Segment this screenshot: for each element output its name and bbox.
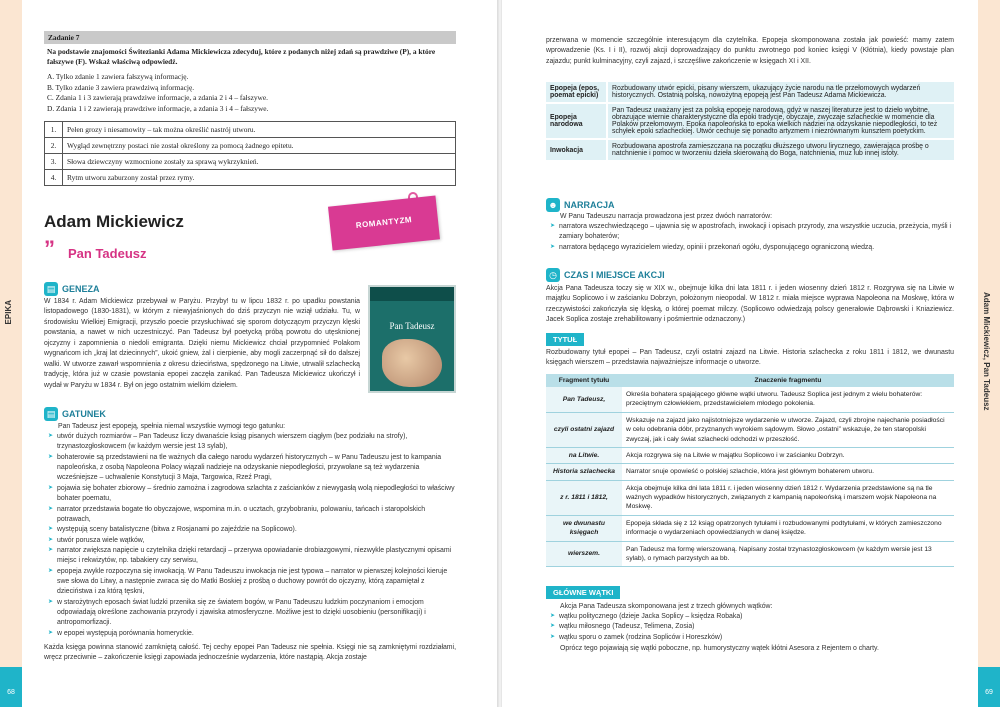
list-item: ➤ wątku miłosnego (Tadeusz, Telimena, Zosia): [550, 622, 954, 632]
table-row: [45, 137, 456, 153]
book-icon: ▤: [44, 407, 58, 421]
table-row: [45, 169, 456, 185]
list-item: ➤ narratora wszechwiedzącego – ujawnia się w apostrofach, inwokacji i opisach przyrody, zna wszystkie uczucia, przeżycia, myśli i zamiary bohaterów;: [550, 222, 954, 243]
geneza-title: GENEZA: [62, 284, 100, 294]
statement-number: 4.: [45, 169, 63, 185]
right-side-label: Adam Mickiewicz, Pan Tadeusz: [982, 292, 991, 411]
definition-text: Rozbudowany utwór epicki, pisany wierszem, ukazujący życie narodu na tle przełomowych wydarzeń historycznych. Ostatnią polską, nowożytną epopeją jest Pan Tadeusz Adama Mickiewicza.: [608, 82, 954, 102]
definition-term: Epopeja (epos, poemat epicki): [546, 82, 608, 102]
statement-text: Wygląd zewnętrzny postaci nie został określony za pomocą żadnego epitetu.: [63, 137, 456, 153]
book-cover-art: [382, 339, 442, 387]
list-item: ➤ narrator przedstawia bogate tło obyczajowe, wspomina m.in. o ucztach, grzybobraniu, polowaniu, tańcach i staropolskich potrawach,: [48, 505, 456, 526]
table-row: [45, 153, 456, 169]
table-row: [546, 480, 954, 515]
watki-lead: Akcja Pana Tadeusza skomponowana jest z trzech głównych wątków:: [560, 603, 773, 610]
book-cover-title: Pan Tadeusz: [389, 321, 435, 331]
list-item: ➤ w epopei występują porównania homeryckie.: [48, 629, 456, 639]
table-row: [546, 387, 954, 412]
definitions-table: [546, 80, 954, 162]
title-fragment: na Litwie.: [546, 447, 622, 463]
narracja-lead: W Panu Tadeuszu narracja prowadzona jest przez dwóch narratorów:: [560, 213, 773, 220]
task-option: B. Tylko zdanie 3 zawiera prawdziwą informację.: [47, 82, 195, 92]
list-item: ➤ narrator zwiększa napięcie u czytelnika dzięki retardacji – przerywa opowiadanie drobiazgowymi, niezwykle plastycznymi opisami miejsc i rekwizytów, np. tabakiery czy serwisu,: [48, 546, 456, 567]
list-item: ➤ pojawia się bohater zbiorowy – średnio zamożna i zagrodowa szlachta z zaścianków z niewygasłą wolą niepodległości to właściwy bohater poematu,: [48, 484, 456, 505]
table-row: [546, 447, 954, 463]
list-item: ➤ utwór dużych rozmiarów – Pan Tadeusz liczy dwanaście ksiąg pisanych wierszem ciągłym (bez podziału na strofy), trzynastozgłoskowcem (w każdym wersie jest 13 sylab),: [48, 432, 456, 453]
gatunek-closing: Każda księga powinna stanowić zamkniętą całość. Tej cechy epopei Pan Tadeusz nie spełnia. Księgi nie są zamkniętymi rozdziałami, wręcz przeciwnie – zakończenie księgi zapowiada jednocześnie wydarzenia, które nastąpią. Akcja zostaje: [44, 644, 456, 662]
gatunek-lead: Pan Tadeusz jest epopeją, spełnia niemal wszystkie wymogi tego gatunku:: [58, 423, 286, 430]
work-title: Pan Tadeusz: [68, 246, 147, 261]
epoch-ribbon: ROMANTYZM: [328, 195, 440, 250]
gatunek-title: GATUNEK: [62, 409, 106, 419]
fragment-meaning: Wskazuje na zajazd jako najistotniejsze wydarzenie w utworze. Zajazd, czyli zbrojne najechanie posiadłości w celu odebrania dóbr, przyznanych wyrokiem sądowym. Słowo „ostatni” wskazuje, że ten staropolski zwyczaj, jak i cały świat szlachecki odchodzi w przeszłość.: [622, 412, 954, 447]
list-item: ➤ utwór porusza wiele wątków,: [48, 536, 456, 546]
table-row: [546, 412, 954, 447]
title-fragment: Pan Tadeusz,: [546, 387, 622, 412]
right-side-tab: [978, 0, 1000, 707]
clock-icon: ◷: [546, 268, 560, 282]
gatunek-list: [48, 432, 456, 639]
table-row: [546, 464, 954, 480]
statement-text: Rytm utworu zaburzony został przez rymy.: [63, 169, 456, 185]
table-row: [45, 121, 456, 137]
task-7: [44, 31, 456, 186]
definition-term: Epopeja narodowa: [546, 104, 608, 138]
title-fragment: we dwunastu księgach: [546, 515, 622, 541]
title-fragment: czyli ostatni zajazd: [546, 412, 622, 447]
right-page: [502, 0, 1000, 707]
definition-term: Inwokacja: [546, 140, 608, 160]
left-page-number: 68: [0, 667, 22, 707]
left-side-tab: [0, 0, 22, 707]
fragment-meaning: Pan Tadeusz ma formę wierszowaną. Napisany został trzynastozgłoskowcem (w każdym wersie jest 13 sylab), o rymach parzystych aa bb.: [622, 541, 954, 567]
task-heading: Zadanie 7: [44, 31, 456, 44]
definition-text: Pan Tadeusz uważany jest za polską epopeję narodową, gdyż w naszej literaturze jest to dzieło wybitne, obrazujące wiernie charakterystyczne dla epoki tradycje, obyczaje, zwyczaje szlacheckie w momencie dla Polaków przełomowym. Epoka napoleońska to epoka wielkich nadziei na odzyskanie niepodległości, to też schyłek epoki szlacheckiej. Utwór cechuje się ponadto artyzmem i niezrównanym kunsztem poetyckim.: [608, 104, 954, 138]
geneza-heading: [44, 282, 100, 296]
task-option: C. Zdania 1 i 3 zawierają prawdziwe informacje, a zdania 2 i 4 – fałszywe.: [47, 93, 269, 103]
quote-mark-icon: ”: [44, 236, 55, 261]
list-item: ➤ w starożytnych eposach świat ludzki przenika się ze światem bogów, w Panu Tadeuszu ludzkim poczynaniom i emocjom odpowiadają określone zachowania przyrody i zjawiska atmosferyczne. Możliwe jest to dzięki uosobieniu (personifikacji) i antropomorfizacji.: [48, 598, 456, 629]
fragment-meaning: Narrator snuje opowieść o polskiej szlachcie, która jest głównym bohaterem utworu.: [622, 464, 954, 480]
title-fragment: z r. 1811 i 1812,: [546, 480, 622, 515]
person-icon: ☻: [546, 198, 560, 212]
table-row: [546, 140, 954, 160]
narracja-list: [550, 222, 954, 253]
watki-list: [550, 612, 954, 643]
statement-number: 1.: [45, 121, 63, 137]
book-cover-image: [368, 285, 456, 393]
watki-heading: GŁÓWNE WĄTKI: [546, 586, 620, 599]
fragment-meaning: Określa bohatera spajającego główne wątki utworu. Tadeusz Soplica jest jednym z wielu bohaterów: przeciętnym człowiekiem, przedstawicielem młodego pokolenia.: [622, 387, 954, 412]
czas-heading: [546, 268, 665, 282]
list-item: ➤ epopeja zwykle rozpoczyna się inwokacją. W Panu Tadeuszu inwokacja nie jest typowa – narrator w pierwszej kolejności kieruje swe słowa do Litwy, a następnie zwraca się do Matki Boskiej z prośbą o duchowy powrót do ojczyzny, którą zapamiętał z dzieciństwa i za którą tęskni,: [48, 567, 456, 598]
list-item: ➤ bohaterowie są przedstawieni na tle ważnych dla całego narodu wydarzeń historycznych – w Panu Tadeuszu jest to kampania napoleońska, z osobą Napoleona Polacy wiązali nadzieje na odzyskanie niepodległości, przywołane są też wydarzenia wcześniejsze – uchwalenie Konstytucji 3 Maja, Targowica, Rzeź Pragi,: [48, 453, 456, 484]
task-statements-table: [44, 121, 456, 186]
statement-text: Słowa dziewczyny wzmocnione zostały za sprawą wykrzyknień.: [63, 153, 456, 169]
definition-text: Rozbudowana apostrofa zamieszczana na początku dłuższego utworu lirycznego, zawierająca prośbę o natchnienie i pomoc w tworzeniu dzieła skierowaną do Boga, natchnienia, muz lub innej istoty.: [608, 140, 954, 160]
statement-number: 3.: [45, 153, 63, 169]
left-side-label: EPIKA: [4, 300, 13, 325]
task-intro: Na podstawie znajomości Świtezianki Adama Mickiewicza zdecyduj, które z podanych niżej zdań są prawdziwe (P), a które fałszywe (F). Wskaż właściwą odpowiedź.: [47, 47, 436, 66]
column-header: Fragment tytułu: [546, 374, 622, 387]
fragment-meaning: Epopeja składa się z 12 ksiąg opatrzonych tytułami i rozbudowanymi podtytułami, w których zamieszczono informacje o wydarzeniach opowiedzianych w danej księdze.: [622, 515, 954, 541]
right-intro: przerwana w momencie szczególnie interesującym dla czytelnika. Epopeja skomponowana została jak powieść: mamy zatem wprowadzenie (Ks. I i II), rozwój akcji doprowadzający do punktu zwrotnego pod koniec księgi V (Kłótnia), kiedy powstaje plan zajazdu; punkt kulminacyjny, czyli zajazd, i szczęśliwe zakończenie w księgach XI i XII.: [546, 37, 954, 65]
task-option: D. Zdania 1 i 2 zawierają prawdziwe informacje, a zdania 3 i 4 – fałszywe.: [47, 104, 269, 114]
table-row: [546, 541, 954, 567]
geneza-text: W 1834 r. Adam Mickiewicz przebywał w Paryżu. Przyby! tu w lipcu 1832 r. po upadku powstania listopadowego (1830-1831), w którym z niewyjaśnionych do dziś przyczyn nie wziął udziału. Tu, w środowisku Wielkiej Emigracji, przyszło poecie przysłuchiwać się sporom dotyczącym przyczyn klęski powstania, a nawet w nich uczestniczyć. Pan Tadeusz był poetycką próbą powrotu do utęsknionej ojczyzny i zapomnienia o niedoli emigranta. Dzięki niemu Mickiewicz chciał przypomnieć Polakom wygnańcom ich „kraj lat dziecinnych”, ukoić gniew, żal i cierpienie, aby mogli zaczerpnąć sił do dalszej walki. W utworze zawarł wspomnienia z okresu dzieciństwa, spędzonego na Litwie, utrwalił szlachecką tradycję, która już w czasie powstania epopei zaczęła zanikać. Pan Tadeusza Mickiewicz ukończył i wydał w Paryżu w 1834 r. Był on jego ostatnim wielkim dziełem.: [44, 298, 360, 389]
title-fragment: Historia szlachecka: [546, 464, 622, 480]
statement-text: Pełen grozy i niesamowity – tak można określić nastrój utworu.: [63, 121, 456, 137]
fragment-meaning: Akcja rozgrywa się na Litwie w majątku Soplicowo i w zaścianku Dobrzyn.: [622, 447, 954, 463]
list-item: ➤ wątku politycznego (dzieje Jacka Soplicy – księdza Robaka): [550, 612, 954, 622]
table-row: [546, 104, 954, 138]
task-options: [44, 70, 456, 117]
fragment-meaning: Akcja obejmuje kilka dni lata 1811 r. i jeden wiosenny dzień 1812 r. Wydarzenia przedstawione są na tle ważnych wypadków historycznych, związanych z kampanią napoleońską i marszem wojsk Napoleona na Moskwę.: [622, 480, 954, 515]
narracja-title: NARRACJA: [564, 200, 615, 210]
table-row: [546, 82, 954, 102]
czas-title: CZAS I MIEJSCE AKCJI: [564, 270, 665, 280]
statement-number: 2.: [45, 137, 63, 153]
task-option: A. Tylko zdanie 1 zawiera fałszywą informację.: [47, 71, 189, 81]
column-header: Znaczenie fragmentu: [622, 374, 954, 387]
book-icon: ▤: [44, 282, 58, 296]
list-item: ➤ wątku sporu o zamek (rodzina Sopliców i Horeszków): [550, 633, 954, 643]
narracja-heading: [546, 198, 615, 212]
right-page-number: 69: [978, 667, 1000, 707]
table-header-row: [546, 374, 954, 387]
gatunek-heading: [44, 407, 106, 421]
watki-closing: Oprócz tego pojawiają się wątki poboczne, np. humorystyczny wątek kłótni Asesora z Rejentem o charty.: [560, 645, 879, 652]
title-fragment: wierszem.: [546, 541, 622, 567]
tytul-heading: TYTUŁ: [546, 333, 584, 346]
title-fragments-table: [546, 374, 954, 567]
table-row: [546, 515, 954, 541]
list-item: ➤ występują sceny batalistyczne (bitwa z Rosjanami po zajeździe na Soplicowo).: [48, 525, 456, 535]
left-page: [0, 0, 498, 707]
tytul-text: Rozbudowany tytuł epopei – Pan Tadeusz, czyli ostatni zajazd na Litwie. Historia szlachecka z roku 1811 i 1812, we dwunastu księgach wierszem – przedstawia najważniejsze informacje o utworze.: [546, 349, 954, 367]
author-heading: Adam Mickiewicz: [44, 212, 184, 231]
list-item: ➤ narratora będącego wyrazicielem wiedzy, opinii i przekonań ogółu, dysponującego ograniczoną wiedzą.: [550, 243, 954, 253]
czas-text: Akcja Pana Tadeusza toczy się w XIX w., obejmuje kilka dni lata 1811 r. i jeden wiosenny dzień 1812 r. Rozgrywa się na Litwie w majątku Soplicowo i w zaścianku Dobrzyn, położonym nieopodal. W 1812 r. miała miejsce wyprawa Napoleona na Moskwę, która w rzeczywistości zakończyła się klęską, o której poemat milczy. (Soplicowo odwiedzają polscy generałowie Dąbrowski i Kniaziewicz. Jacek Soplica zostaje zrehabilitowany i pośmiertnie odznaczony.): [546, 285, 954, 324]
